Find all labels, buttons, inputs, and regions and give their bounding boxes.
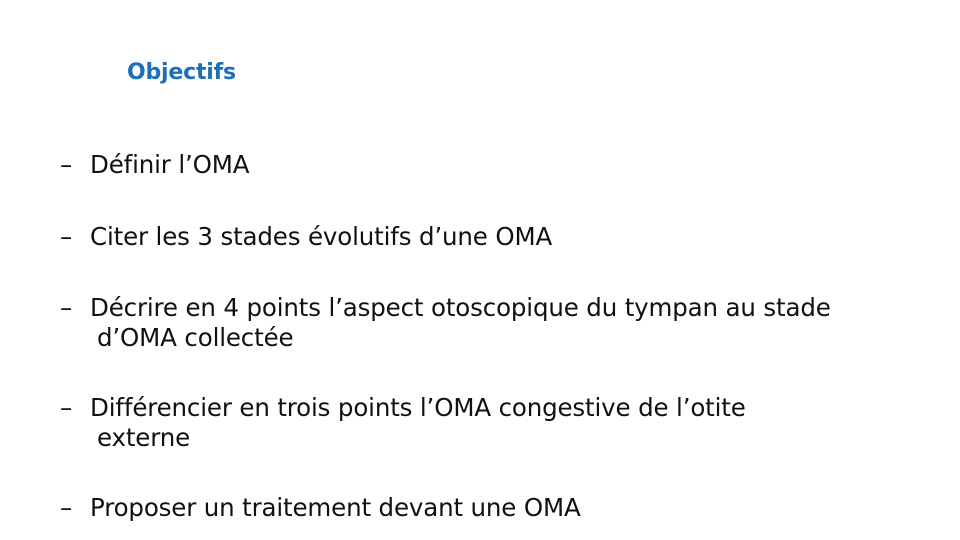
objective-item [60, 393, 950, 453]
slide-title: Objectifs [127, 60, 236, 85]
objective-line [60, 222, 950, 252]
objective-text: Citer les 3 stades évolutifs d’une OMA [90, 222, 553, 251]
objective-item [60, 493, 950, 523]
objective-item [60, 293, 950, 353]
bullet-marker: – [60, 393, 73, 422]
objective-continuation-line: externe [97, 423, 191, 452]
objective-continuation-line: d’OMA collectée [97, 323, 294, 352]
objective-text: Définir l’OMA [90, 150, 250, 179]
objective-text: Proposer un traitement devant une OMA [90, 493, 581, 522]
bullet-marker: – [60, 493, 73, 522]
objective-text: Décrire en 4 points l’aspect otoscopique du tympan au stade [90, 293, 831, 322]
objective-line [60, 150, 950, 180]
objective-line [60, 293, 950, 323]
objective-line [60, 393, 950, 423]
bullet-marker: – [60, 222, 73, 251]
bullet-marker: – [60, 293, 73, 322]
bullet-marker: – [60, 150, 73, 179]
objective-item [60, 222, 950, 252]
objective-line [60, 493, 950, 523]
objective-item [60, 150, 950, 180]
objective-text: Différencier en trois points l’OMA congestive de l’otite [90, 393, 746, 422]
